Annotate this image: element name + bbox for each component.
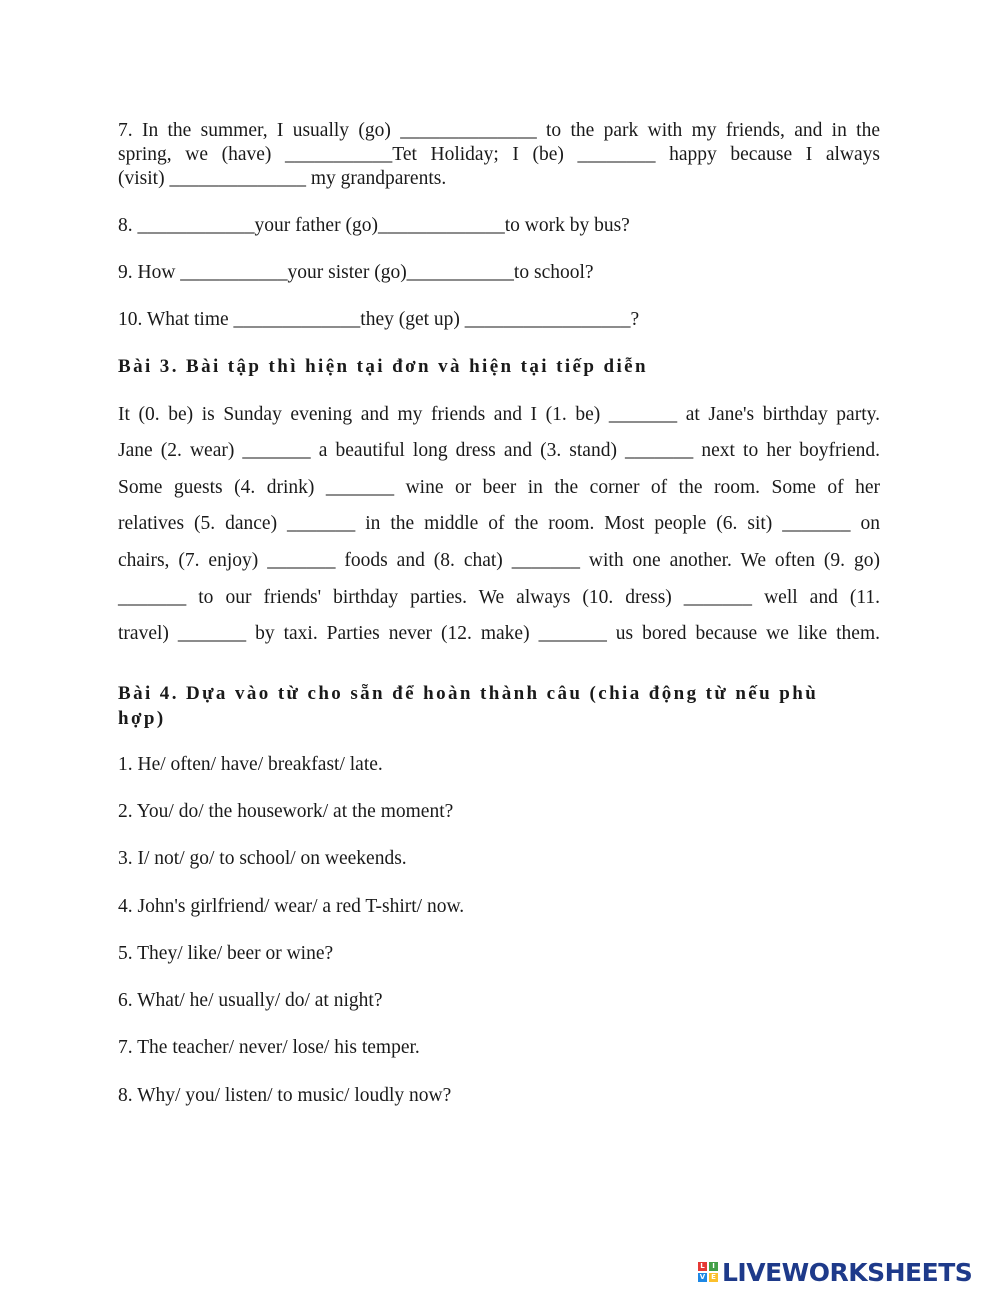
section3-line-6: _______ to our friends' birthday parties. We always (10. dress) _______ well and (11.: [118, 587, 880, 608]
section4-item-1: 1. He/ often/ have/ breakfast/ late.: [118, 754, 383, 775]
section4-item-3: 3. I/ not/ go/ to school/ on weekends.: [118, 848, 407, 869]
section4-item-5: 5. They/ like/ beer or wine?: [118, 943, 334, 964]
section4-heading-line-2: hợp): [118, 708, 166, 729]
section3-heading: Bài 3. Bài tập thì hiện tại đơn và hiện tại tiếp diễn: [118, 356, 648, 377]
section4-heading-line-1: Bài 4. Dựa vào từ cho sẵn để hoàn thành câu (chia động từ nếu phù: [118, 683, 819, 704]
section3-line-5: chairs, (7. enjoy) _______ foods and (8. chat) _______ with one another. We often (9. go): [118, 550, 880, 571]
q8: 8. ____________your father (go)_____________to work by bus?: [118, 215, 630, 236]
q7-line-1: 7. In the summer, I usually (go) ______________ to the park with my friends, and in the: [118, 120, 880, 141]
liveworksheets-logo[interactable]: [698, 1257, 972, 1287]
logo-square-l: L: [698, 1262, 707, 1271]
liveworksheets-logo-icon: [698, 1262, 718, 1282]
logo-square-i: I: [709, 1262, 718, 1271]
section4-item-4: 4. John's girlfriend/ wear/ a red T-shirt/ now.: [118, 896, 465, 917]
q9: 9. How ___________your sister (go)___________to school?: [118, 262, 594, 283]
q10: 10. What time _____________they (get up) _________________?: [118, 309, 640, 330]
section3-line-2: Jane (2. wear) _______ a beautiful long dress and (3. stand) _______ next to her boyfriend.: [118, 440, 880, 461]
section4-item-6: 6. What/ he/ usually/ do/ at night?: [118, 990, 383, 1011]
q7-line-2: spring, we (have) ___________Tet Holiday; I (be) ________ happy because I always: [118, 144, 880, 165]
section3-line-1: It (0. be) is Sunday evening and my friends and I (1. be) _______ at Jane's birthday party.: [118, 404, 880, 425]
liveworksheets-brand-text: LIVEWORKSHEETS: [722, 1257, 973, 1287]
logo-square-e: E: [709, 1273, 718, 1282]
section4-item-7: 7. The teacher/ never/ lose/ his temper.: [118, 1037, 420, 1058]
section4-item-8: 8. Why/ you/ listen/ to music/ loudly now?: [118, 1085, 452, 1106]
section3-line-4: relatives (5. dance) _______ in the middle of the room. Most people (6. sit) _______ on: [118, 513, 880, 534]
logo-square-v: V: [699, 1273, 706, 1281]
section3-line-7: travel) _______ by taxi. Parties never (12. make) _______ us bored because we like them.: [118, 623, 880, 644]
section3-line-3: Some guests (4. drink) _______ wine or beer in the corner of the room. Some of her: [118, 477, 880, 498]
section4-item-2: 2. You/ do/ the housework/ at the moment?: [118, 801, 454, 822]
q7-line-3: (visit) ______________ my grandparents.: [118, 168, 447, 189]
